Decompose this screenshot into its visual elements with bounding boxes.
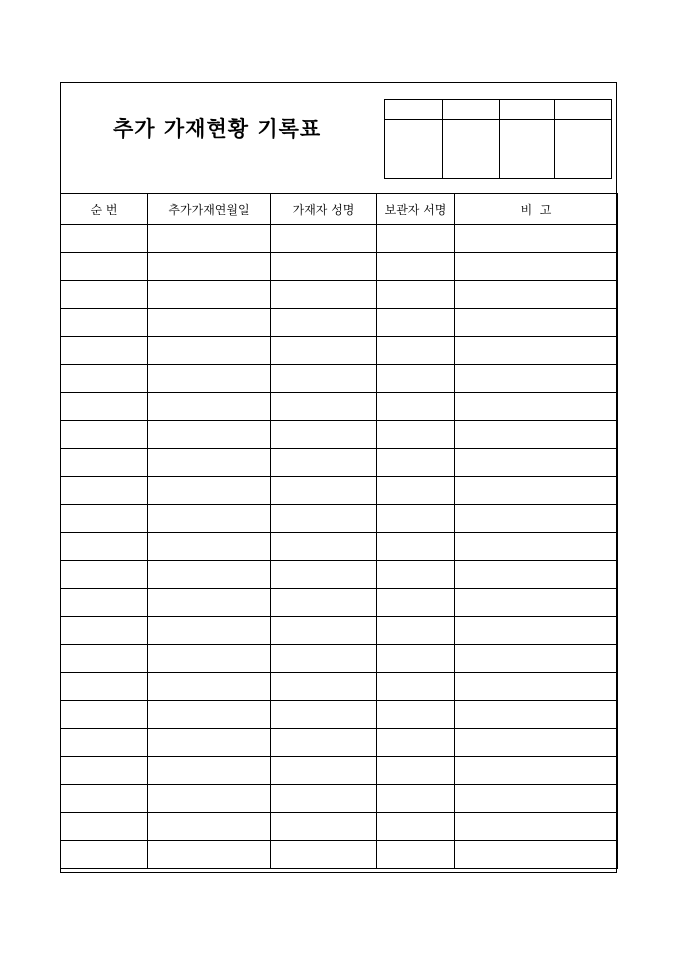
table-row [61,281,618,309]
table-cell[interactable] [455,589,618,617]
table-cell[interactable] [148,673,271,701]
table-cell[interactable] [61,365,148,393]
table-cell[interactable] [148,841,271,869]
table-cell[interactable] [271,645,377,673]
table-row [61,421,618,449]
table-cell[interactable] [61,673,148,701]
table-row [61,589,618,617]
table-row [61,477,618,505]
table-cell[interactable] [148,477,271,505]
table-cell[interactable] [455,673,618,701]
column-header-name: 가재자 성명 [271,194,377,225]
table-cell[interactable] [271,673,377,701]
table-cell[interactable] [61,533,148,561]
table-cell[interactable] [377,813,455,841]
table-cell[interactable] [271,253,377,281]
table-cell[interactable] [377,561,455,589]
table-cell[interactable] [271,393,377,421]
table-cell[interactable] [148,421,271,449]
table-cell[interactable] [377,533,455,561]
approval-header-cell [385,100,443,120]
table-cell[interactable] [148,617,271,645]
table-row [61,813,618,841]
table-cell[interactable] [271,281,377,309]
table-cell[interactable] [271,617,377,645]
table-cell[interactable] [271,449,377,477]
table-cell[interactable] [61,421,148,449]
table-row [61,729,618,757]
table-cell[interactable] [148,225,271,253]
table-row [61,505,618,533]
records-body [61,225,618,869]
column-header-remarks: 비 고 [455,194,618,225]
approval-sign-cell [443,120,500,179]
table-cell[interactable] [271,589,377,617]
table-row [61,561,618,589]
table-cell[interactable] [61,617,148,645]
table-cell[interactable] [61,477,148,505]
table-cell[interactable] [377,477,455,505]
table-cell[interactable] [377,225,455,253]
table-row [61,701,618,729]
table-row [61,533,618,561]
table-cell[interactable] [455,785,618,813]
record-form [60,82,617,873]
table-cell[interactable] [271,701,377,729]
table-cell[interactable] [148,505,271,533]
table-cell[interactable] [377,617,455,645]
table-row [61,841,618,869]
approval-sign-cell [385,120,443,179]
table-cell[interactable] [377,841,455,869]
table-cell[interactable] [148,281,271,309]
table-cell[interactable] [61,309,148,337]
column-header-signature: 보관자 서명 [377,194,455,225]
table-cell[interactable] [271,225,377,253]
table-cell[interactable] [377,673,455,701]
column-header-date: 추가가재연월일 [148,194,271,225]
table-cell[interactable] [271,729,377,757]
table-cell[interactable] [61,337,148,365]
table-cell[interactable] [61,645,148,673]
table-cell[interactable] [271,421,377,449]
table-cell[interactable] [455,645,618,673]
table-cell[interactable] [455,281,618,309]
table-cell[interactable] [455,393,618,421]
form-title: 추가 가재현황 기록표 [113,116,322,141]
table-cell[interactable] [455,309,618,337]
approval-header-cell [555,100,612,120]
table-cell[interactable] [377,421,455,449]
table-cell[interactable] [455,421,618,449]
table-cell[interactable] [377,281,455,309]
table-cell[interactable] [61,449,148,477]
table-cell[interactable] [148,449,271,477]
table-row [61,785,618,813]
table-cell[interactable] [377,645,455,673]
table-cell[interactable] [148,253,271,281]
table-cell[interactable] [455,505,618,533]
table-cell[interactable] [271,841,377,869]
table-cell[interactable] [61,253,148,281]
table-cell[interactable] [455,813,618,841]
table-cell[interactable] [148,337,271,365]
approval-sign-cell [500,120,555,179]
table-cell[interactable] [61,841,148,869]
table-cell[interactable] [271,505,377,533]
table-cell[interactable] [271,337,377,365]
table-cell[interactable] [148,393,271,421]
table-cell[interactable] [377,701,455,729]
approval-box [384,99,612,179]
table-cell[interactable] [377,393,455,421]
table-cell[interactable] [148,533,271,561]
table-cell[interactable] [377,309,455,337]
table-cell[interactable] [148,785,271,813]
table-row [61,617,618,645]
table-cell[interactable] [61,505,148,533]
table-cell[interactable] [271,785,377,813]
table-cell[interactable] [61,281,148,309]
table-cell[interactable] [455,533,618,561]
table-cell[interactable] [455,561,618,589]
table-cell[interactable] [61,813,148,841]
table-cell[interactable] [377,449,455,477]
table-cell[interactable] [377,253,455,281]
table-cell[interactable] [148,561,271,589]
table-cell[interactable] [271,477,377,505]
table-row [61,253,618,281]
table-cell[interactable] [148,309,271,337]
table-cell[interactable] [61,225,148,253]
table-cell[interactable] [377,757,455,785]
table-row [61,309,618,337]
table-cell[interactable] [61,393,148,421]
table-cell[interactable] [271,757,377,785]
table-row [61,393,618,421]
table-cell[interactable] [455,841,618,869]
approval-header-cell [443,100,500,120]
table-cell[interactable] [377,589,455,617]
table-cell[interactable] [455,449,618,477]
table-cell[interactable] [61,561,148,589]
table-cell[interactable] [61,785,148,813]
table-cell[interactable] [377,505,455,533]
table-cell[interactable] [377,337,455,365]
form-header [61,83,616,194]
table-cell[interactable] [148,757,271,785]
table-cell[interactable] [148,729,271,757]
table-cell[interactable] [455,729,618,757]
table-cell[interactable] [455,337,618,365]
approval-header-cell [500,100,555,120]
table-cell[interactable] [271,365,377,393]
table-cell[interactable] [271,309,377,337]
table-row [61,757,618,785]
records-table [60,193,618,869]
table-cell[interactable] [61,701,148,729]
table-cell[interactable] [455,617,618,645]
table-row [61,365,618,393]
table-cell[interactable] [148,589,271,617]
table-cell[interactable] [148,701,271,729]
table-cell[interactable] [455,365,618,393]
table-row [61,645,618,673]
table-cell[interactable] [271,561,377,589]
table-cell[interactable] [455,225,618,253]
table-cell[interactable] [61,589,148,617]
column-header-no: 순 번 [61,194,148,225]
table-cell[interactable] [455,253,618,281]
table-row [61,449,618,477]
table-cell[interactable] [455,477,618,505]
table-row [61,337,618,365]
table-cell[interactable] [148,365,271,393]
approval-sign-cell [555,120,612,179]
table-cell[interactable] [148,813,271,841]
header-row [61,194,618,225]
table-row [61,673,618,701]
table-cell[interactable] [377,729,455,757]
table-cell[interactable] [61,729,148,757]
table-row [61,225,618,253]
table-cell[interactable] [377,785,455,813]
table-cell[interactable] [271,533,377,561]
table-cell[interactable] [455,757,618,785]
table-cell[interactable] [455,701,618,729]
table-cell[interactable] [61,757,148,785]
table-cell[interactable] [148,645,271,673]
table-cell[interactable] [271,813,377,841]
table-cell[interactable] [377,365,455,393]
